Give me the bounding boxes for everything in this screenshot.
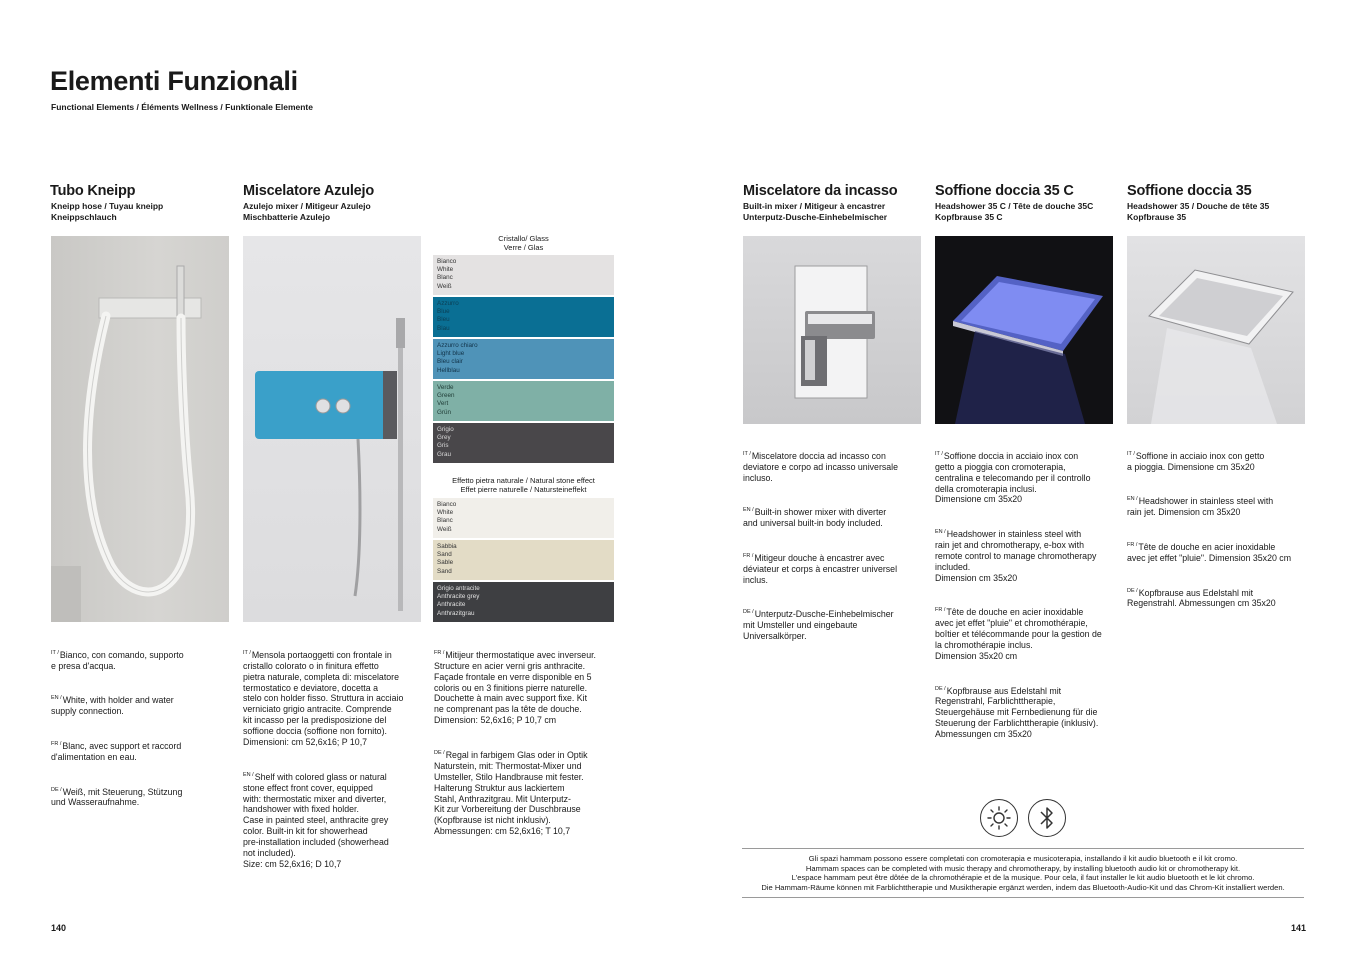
glass-swatch (433, 339, 614, 379)
swatch-label: Green (437, 392, 455, 400)
glass-swatch-header: Cristallo/ Glass Verre / Glas (498, 234, 549, 252)
soffione35-subtitle: Headshower 35 / Douche de tête 35 Kopfbrause 35 (1127, 201, 1270, 222)
chromotherapy-light-icon (980, 799, 1018, 837)
swatch-label: Weiß (437, 525, 452, 533)
kneipp-subtitle: Kneipp hose / Tuyau kneipp Kneippschlauch (51, 201, 164, 222)
soffione35-title: Soffione doccia 35 (1127, 183, 1252, 199)
page-title: Elementi Funzionali (50, 66, 298, 96)
note-top-rule (742, 848, 1304, 849)
page-number-right: 141 (1291, 923, 1307, 933)
swatch-label: White (437, 509, 454, 517)
swatch-label: Azzurro (437, 300, 459, 307)
soffione35-description: $^{IT /}$Soffione in acciaio inox con getto a pioggia. Dimensione cm 35x20 $^{EN /}$Headshower in stainless steel with rain jet. Dimension cm 35x20 $^{FR /}$Tête de douche en acier inoxidable avec jet effet "pluie". Dimension 35x20 cm $^{DE /}$Kopfbrause aus Edelstahl mit Regenstrahl. Abmessungen cm 35x20 (1127, 450, 1292, 609)
glass-swatch (433, 297, 614, 337)
incasso-description: $^{IT /}$Miscelatore doccia ad incasso con deviatore e corpo ad incasso universale incluso. $^{EN /}$Built-in shower mixer with diverter and universal built-in body included. $^{FR /}$Mitigeur douche à encastrer avec déviateur et corps à encastrer universel inclus. $^{DE /}$Unterputz-Dusche-Einhebelmischer mit Umsteller und eingebaute Universalkörper. (743, 450, 899, 642)
stone-swatch (433, 582, 614, 622)
stone-swatch (433, 498, 614, 538)
swatch-label: Grau (437, 450, 451, 458)
swatch-label: Verde (437, 384, 454, 391)
swatch-label: Bleu clair (437, 358, 463, 366)
hammam-note: Gli spazi hammam possono essere completati con cromoterapia e musicoterapia, installando il kit audio bluetooth e il kit cromo. Hammam spaces can be completed with music therapy and chromotherapy, by installing bluetooth audio kit or chromotherapy kit. L'espace hammam peut être dôtée de la chromothérapie et de la musique. Pour cela, il faut installer le kit audio bluetooth et le kit chromo. Die Hammam-Räume können mit Farblichttherapie und Musiktherapie ergänzt werden, indem das Bluetooth-Audio-Kit und das Chrom-Kit installiert werden. (761, 854, 1285, 892)
swatch-label: Azzurro chiaro (437, 342, 478, 349)
swatch-label: Bleu (437, 316, 450, 324)
swatch-label: Anthracite (437, 601, 466, 609)
glass-swatch (433, 381, 614, 421)
soffione35-image (1127, 236, 1305, 424)
kneipp-hose-image (51, 236, 229, 622)
azulejo-title: Miscelatore Azulejo (243, 183, 375, 199)
azulejo-description-right: $^{FR /}$Mitijeur thermostatique avec inverseur. Structure en acier verni gris anthracite. Façade frontale en verre disponible en 5 coloris ou en 3 finitions pierre naturelle. Douchette à main avec support fixe. Kit ne comprenant pas la tête de douche. Dimension: 52,6x16; P 10,7 cm $^{DE /}$Regal in farbigem Glas oder in Optik Naturstein, mit: Thermostat-Mixer und Umsteller, Stilo Handbrause mit fester. Halterung Struktur aus lackiertem Stahl, Anthrazitgrau. Mit Unterputz- Kit zur Vorbereitung der Duschbrause (Kopfbrause ist nicht inklusiv). Abmessungen: cm 52,6x16; T 10,7 (434, 649, 596, 837)
note-bottom-rule (742, 897, 1304, 898)
swatch-label: Sand (437, 551, 452, 559)
swatch-label: Grey (437, 434, 451, 442)
swatch-label: Blau (437, 324, 450, 332)
kneipp-title: Tubo Kneipp (50, 183, 136, 199)
swatch-label: Hellblau (437, 366, 460, 374)
soffione35c-title: Soffione doccia 35 C (935, 183, 1074, 199)
swatch-label: Sable (437, 559, 454, 567)
swatch-label: Blanc (437, 274, 453, 282)
swatch-label: Sand (437, 567, 452, 575)
azulejo-subtitle: Azulejo mixer / Mitigeur Azulejo Mischbatterie Azulejo (243, 201, 371, 222)
stone-swatch-header: Effetto pietra naturale / Natural stone effect Effet pierre naturelle / Natursteineffekt (452, 476, 595, 494)
soffione35c-description: $^{IT /}$Soffione doccia in acciaio inox con getto a pioggia con cromoterapia, centralina e telecomando per il controllo della cromoterapia inclusi. Dimensione cm 35x20 $^{EN /}$Headshower in stainless steel with rain jet and chromotherapy, e-box with remote control to manage chromotherapy included. Dimension cm 35x20 $^{FR /}$Tête de douche en acier inoxidable avec jet effet "pluie" et chromothérapie, boîtier et télécommande pour la gestion de la chromothérapie inclus. Dimension 35x20 cm $^{DE /}$Kopfbrause aus Edelstahl mit Regenstrahl, Farblichttherapie, Steuergehäuse mit Fernbedienung für die Steuerung der Farblichttherapie (inklusiv). Abmessungen cm 35x20 (935, 450, 1102, 740)
page-subtitle: Functional Elements / Éléments Wellness / Funktionale Elemente (51, 102, 313, 112)
stone-swatch (433, 540, 614, 580)
glass-swatch (433, 255, 614, 295)
swatch-label: Gris (437, 442, 449, 450)
swatch-label: White (437, 266, 454, 274)
swatch-label: Bianco (437, 258, 457, 265)
swatch-label: Grigio antracite (437, 585, 480, 592)
azulejo-description-left: $^{IT /}$Mensola portaoggetti con frontale in cristallo colorato o in finitura effetto pietra naturale, completa di: miscelatore termostatico e deviatore, docetta a stelo con holder fisso. Struttura in acciaio verniciato grigio antracite. Comprende kit incasso per la predisposizione del soffione doccia (soffione non fornito). Dimensioni: cm 52,6x16; P 10,7 $^{EN /}$Shelf with colored glass or natural stone effect front cover, equipped with: thermostatic mixer and diverter, handshower with fixed holder. Case in painted steel, anthracite grey color. Built-in kit for showerhead pre-installation included (showerhead not included). Size: cm 52,6x16; D 10,7 (243, 649, 404, 869)
swatch-label: Grigio (437, 426, 454, 433)
page-number-left: 140 (51, 923, 67, 933)
swatch-label: Weiß (437, 282, 452, 290)
glass-swatch (433, 423, 614, 463)
swatch-label: Light blue (437, 350, 465, 358)
kneipp-description: $^{IT /}$Bianco, con comando, supporto e presa d'acqua. $^{EN /}$White, with holder and water supply connection. $^{FR /}$Blanc, avec support et raccord d'alimentation en eau. $^{DE /}$Weiß, mit Steuerung, Stützung und Wasseraufnahme. (51, 649, 184, 808)
swatch-label: Anthrazitgrau (437, 609, 475, 617)
swatch-label: Vert (437, 400, 449, 408)
soffione35c-image (935, 236, 1113, 424)
incasso-title: Miscelatore da incasso (743, 183, 898, 199)
swatch-label: Grün (437, 408, 451, 416)
swatch-label: Anthracite grey (437, 593, 480, 601)
swatch-label: Bianco (437, 501, 457, 508)
swatch-label: Blanc (437, 517, 453, 525)
soffione35c-subtitle: Headshower 35 C / Tête de douche 35C Kopfbrause 35 C (935, 201, 1094, 222)
bluetooth-icon (1028, 799, 1066, 837)
incasso-mixer-image (743, 236, 921, 424)
swatch-label: Blue (437, 308, 450, 316)
swatch-label: Sabbia (437, 543, 457, 550)
azulejo-mixer-image (243, 236, 421, 622)
incasso-subtitle: Built-in mixer / Mitigeur à encastrer Unterputz-Dusche-Einhebelmischer (743, 201, 888, 222)
